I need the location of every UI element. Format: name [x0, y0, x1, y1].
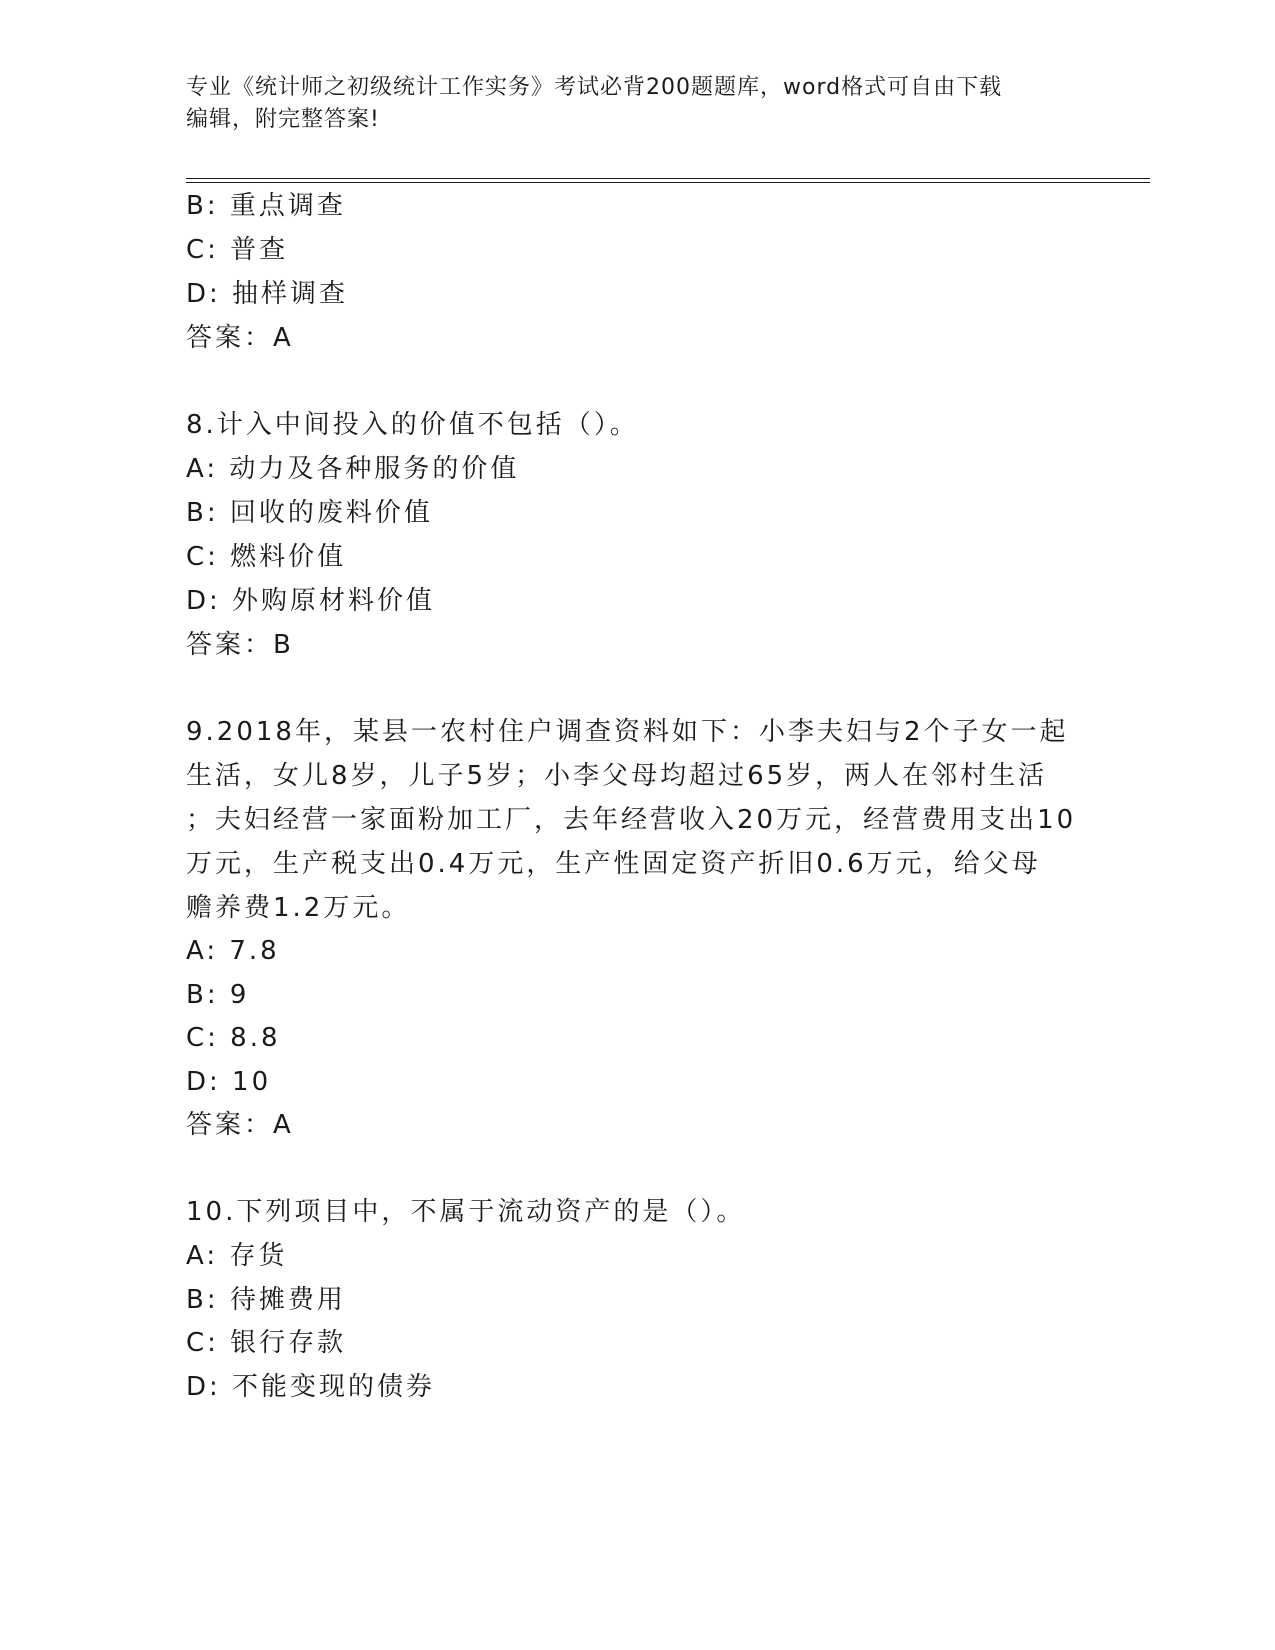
q9-option-d: D: 10	[186, 1067, 272, 1097]
q10-option-c: C: 银行存款	[186, 1328, 347, 1358]
q9-option-b: B: 9	[186, 980, 250, 1010]
q7-option-c: C: 普查	[186, 235, 289, 265]
q10-option-d: D: 不能变现的债券	[186, 1372, 436, 1402]
header-title-line-2: 编辑，附完整答案!	[186, 107, 380, 132]
header-title-line-1: 专业《统计师之初级统计工作实务》考试必背200题题库，word格式可自由下载	[186, 75, 1003, 100]
header-divider-top	[186, 178, 1150, 179]
q10-option-a: A: 存货	[186, 1241, 288, 1271]
document-header	[186, 72, 1086, 136]
q10-option-b: B: 待摊费用	[186, 1285, 346, 1315]
q9-question-line: 生活，女儿8岁，儿子5岁；小李父母均超过65岁，两人在邻村生活	[186, 761, 1048, 791]
q7-option-b: B: 重点调查	[186, 191, 346, 221]
q7-answer: 答案：A	[186, 323, 294, 353]
q9-question-line: 万元，生产税支出0.4万元，生产性固定资产折旧0.6万元，给父母	[186, 849, 1041, 879]
q9-option-c: C: 8.8	[186, 1023, 281, 1053]
q9-option-a: A: 7.8	[186, 936, 280, 966]
q9-answer: 答案：A	[186, 1110, 294, 1140]
q8-question: 8.计入中间投入的价值不包括（）。	[186, 410, 639, 440]
q8-option-a: A: 动力及各种服务的价值	[186, 454, 520, 484]
q7-option-d: D: 抽样调查	[186, 279, 349, 309]
q8-option-b: B: 回收的废料价值	[186, 498, 433, 528]
q10-question: 10.下列项目中，不属于流动资产的是（）。	[186, 1197, 746, 1227]
q8-option-c: C: 燃料价值	[186, 542, 347, 572]
q8-answer: 答案：B	[186, 630, 294, 660]
q9-question-line: ；夫妇经营一家面粉加工厂，去年经营收入20万元，经营费用支出10	[186, 805, 1077, 835]
q9-question-line: 9.2018年，某县一农村住户调查资料如下：小李夫妇与2个子女一起	[186, 717, 1069, 747]
q8-option-d: D: 外购原材料价值	[186, 586, 436, 616]
q9-question-line: 赡养费1.2万元。	[186, 893, 411, 923]
header-divider-bottom	[186, 182, 1150, 183]
